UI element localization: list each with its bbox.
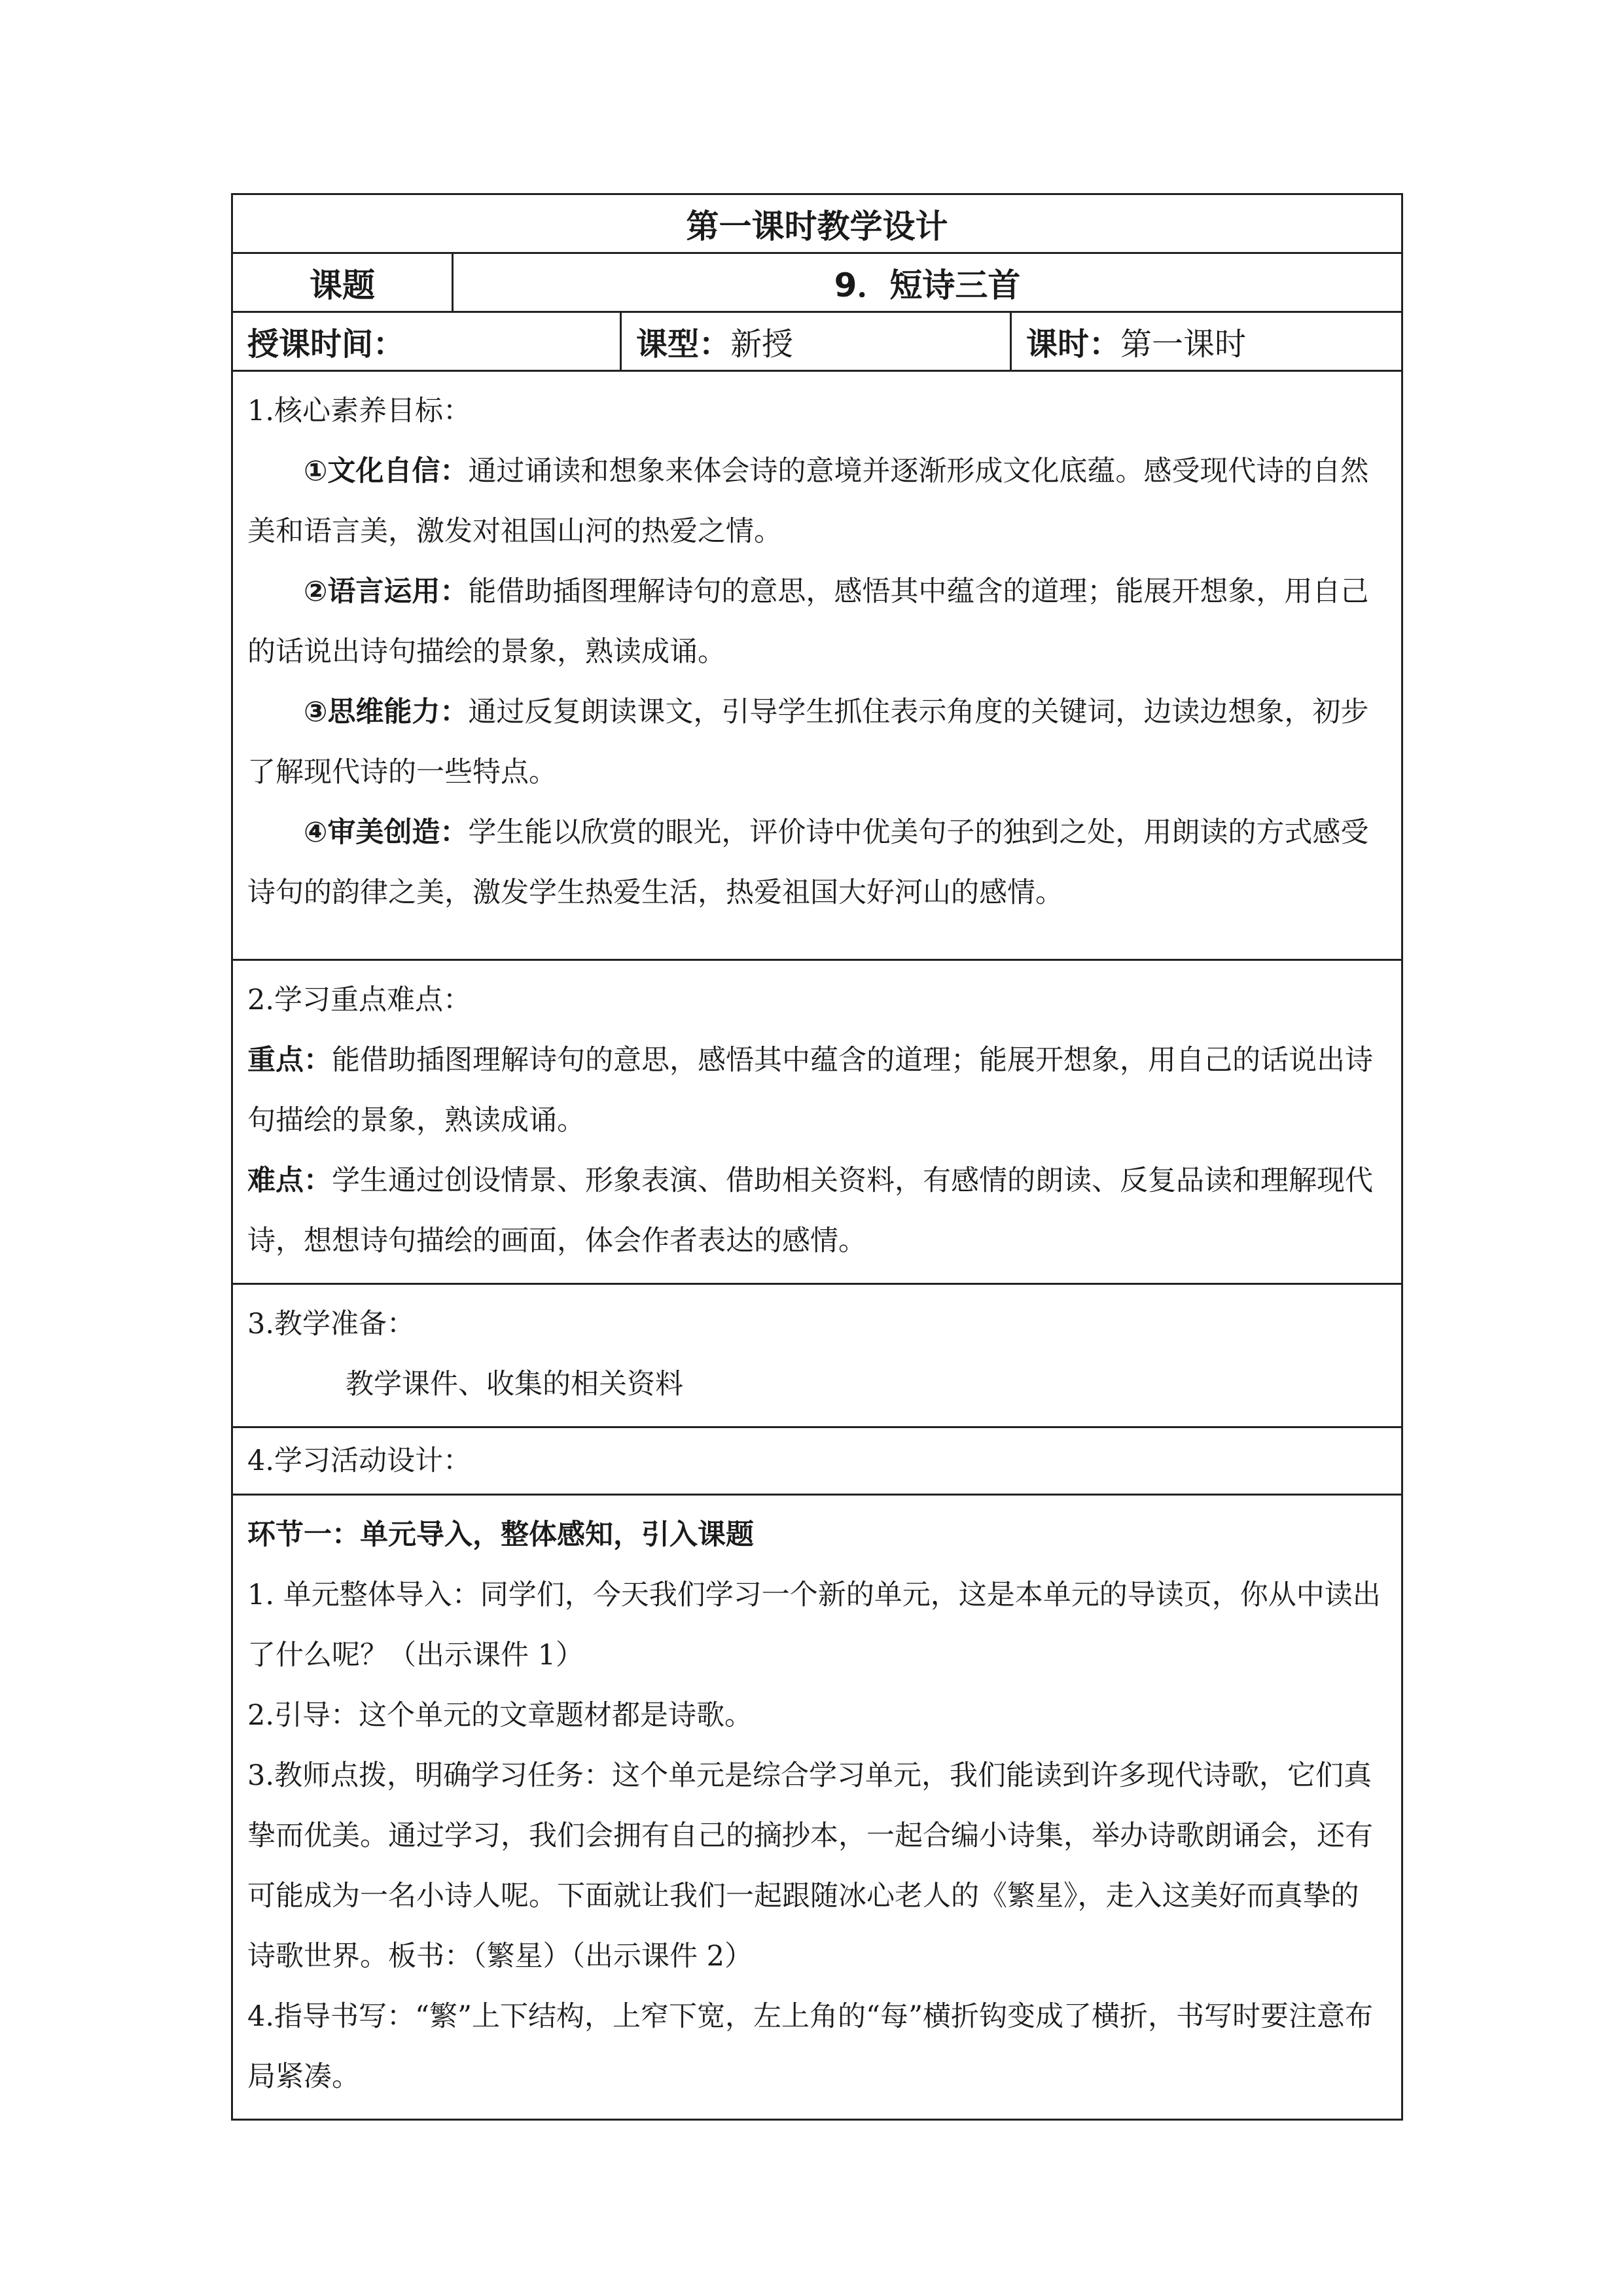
section-keypoints-row: [232, 960, 1402, 1284]
keypoint-paragraph: [247, 1030, 1387, 1151]
section-heading: 3.教学准备：: [247, 1308, 416, 1340]
objective-label: ③思维能力：: [304, 696, 469, 728]
objective-item: [247, 802, 1387, 923]
teaching-time-label: 授课时间：: [247, 326, 405, 363]
section-preparation: [232, 1284, 1402, 1427]
activity-paragraph: 3.教师点拨，明确学习任务：这个单元是综合学习单元，我们能读到许多现代诗歌，它们真挚而优美。通过学习，我们会拥有自己的摘抄本，一起合编小诗集，举办诗歌朗诵会，还有可能成为一名小诗人呢。下面就让我们一起跟随冰心老人的《繁星》，走入这美好而真挚的诗歌世界。板书：（繁星）（出示课件 2）: [247, 1759, 1373, 1973]
objective-item: [247, 682, 1387, 802]
subject-value: 9．短诗三首: [453, 253, 1402, 312]
objective-label: ①文化自信：: [304, 455, 469, 488]
lesson-period-cell: [1011, 312, 1402, 371]
activity-paragraph: 1. 单元整体导入：同学们，今天我们学习一个新的单元，这是本单元的导读页，你从中读出了什么呢？（出示课件 1）: [247, 1579, 1381, 1672]
section-preparation-row: [232, 1284, 1402, 1427]
section-heading: 4.学习活动设计：: [247, 1444, 472, 1477]
section-activities-heading: [232, 1427, 1402, 1495]
section-activities: [232, 1495, 1402, 2120]
objective-text: 通过诵读和想象来体会诗的意境并逐渐形成文化底蕴。感受现代诗的自然美和语言美，激发对祖国山河的热爱之情。: [247, 455, 1369, 548]
section-objectives: [232, 371, 1402, 960]
difficulty-label: 难点：: [247, 1164, 332, 1197]
section-activities-heading-row: [232, 1427, 1402, 1495]
keypoint-label: 重点：: [247, 1044, 332, 1077]
lesson-type-value: 新授: [730, 326, 794, 363]
preparation-text: 教学课件、收集的相关资料: [346, 1368, 683, 1401]
lesson-period-label: 课时：: [1026, 326, 1121, 363]
title-row: [232, 194, 1402, 253]
section-heading: 2.学习重点难点：: [247, 984, 472, 1016]
section-keypoints: [232, 960, 1402, 1284]
activity-paragraph: 2.引导：这个单元的文章题材都是诗歌。: [247, 1699, 753, 1732]
difficulty-text: 学生通过创设情景、形象表演、借助相关资料，有感情的朗读、反复品读和理解现代诗，想想诗句描绘的画面，体会作者表达的感情。: [247, 1164, 1373, 1257]
lesson-period-value: 第一课时: [1120, 326, 1247, 363]
activity-paragraph: 4.指导书写：“繁”上下结构，上窄下宽，左上角的“每”横折钩变成了横折，书写时要注意布局紧凑。: [247, 2000, 1373, 2093]
meta-row: [232, 312, 1402, 371]
section-heading: 1.核心素养目标：: [247, 395, 472, 427]
lesson-plan-table: [231, 193, 1403, 2121]
objective-text: 通过反复朗读课文，引导学生抓住表示角度的关键词，边读边想象，初步了解现代诗的一些特点。: [247, 696, 1369, 789]
objective-text: 学生能以欣赏的眼光，评价诗中优美句子的独到之处，用朗读的方式感受诗句的韵律之美，激发学生热爱生活，热爱祖国大好河山的感情。: [247, 816, 1369, 909]
lesson-type-cell: [621, 312, 1011, 371]
subject-label: 课题: [232, 253, 453, 312]
section-activities-row: [232, 1495, 1402, 2120]
objective-label: ②语言运用：: [304, 575, 469, 608]
objective-item: [247, 441, 1387, 562]
objective-label: ④审美创造：: [304, 816, 469, 849]
objective-text: 能借助插图理解诗句的意思，感悟其中蕴含的道理；能展开想象，用自己的话说出诗句描绘的景象，熟读成诵。: [247, 575, 1369, 668]
lesson-type-label: 课型：: [636, 326, 731, 363]
subject-row: [232, 253, 1402, 312]
keypoint-text: 能借助插图理解诗句的意思，感悟其中蕴含的道理；能展开想象，用自己的话说出诗句描绘的景象，熟读成诵。: [247, 1044, 1373, 1137]
difficulty-paragraph: [247, 1151, 1387, 1271]
objective-item: [247, 562, 1387, 682]
table-title: 第一课时教学设计: [232, 194, 1402, 253]
section-objectives-row: [232, 371, 1402, 960]
teaching-time-cell: [232, 312, 621, 371]
step-title: 环节一：单元导入，整体感知，引入课题: [247, 1518, 754, 1551]
